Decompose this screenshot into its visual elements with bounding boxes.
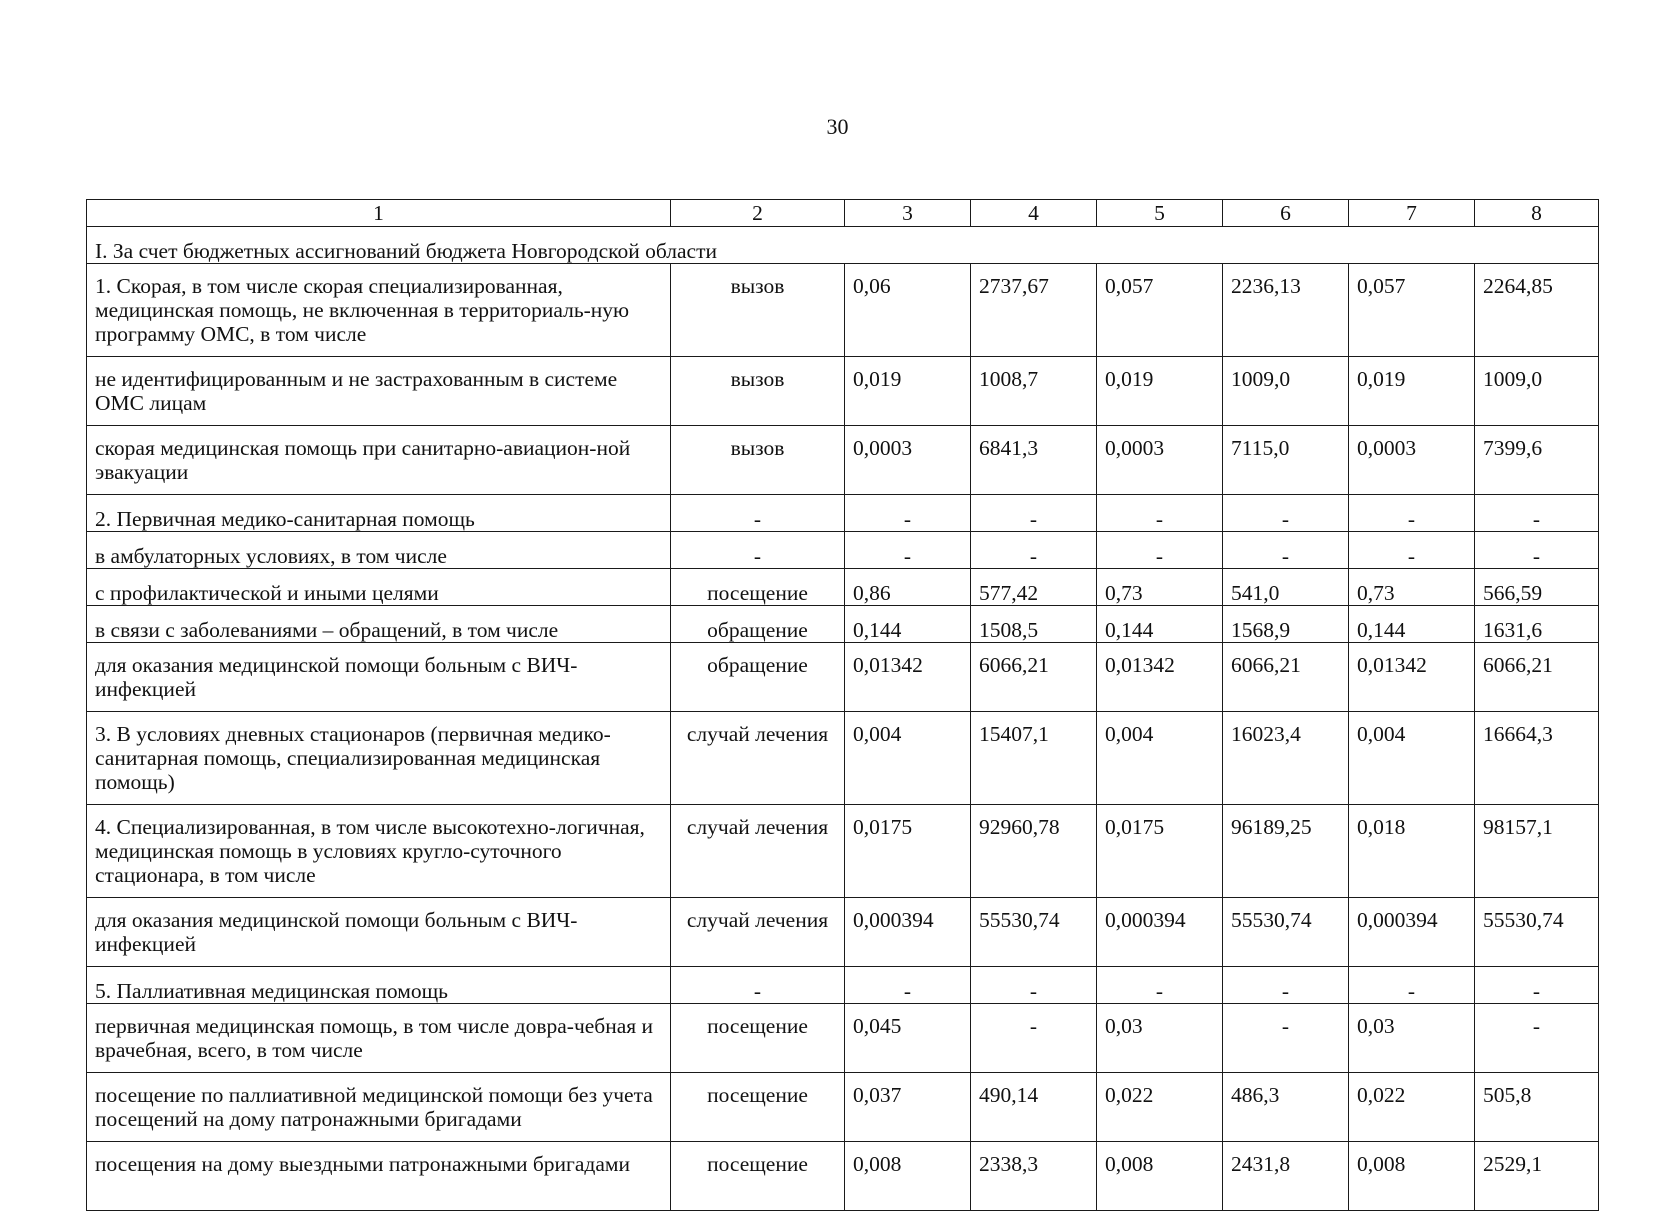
row-name: посещение по паллиативной медицинской помощи без учета посещений на дому патронажными бригадами bbox=[87, 1073, 671, 1142]
cell-col4: - bbox=[971, 495, 1097, 532]
cell-col7: 0,022 bbox=[1349, 1073, 1475, 1142]
cell-col5: 0,0175 bbox=[1097, 805, 1223, 898]
cell-col4: 1508,5 bbox=[971, 606, 1097, 643]
section-row bbox=[87, 227, 1599, 264]
column-number-row bbox=[87, 200, 1599, 227]
col-header-6: 6 bbox=[1223, 200, 1349, 227]
cell-col6: 16023,4 bbox=[1223, 712, 1349, 805]
cell-col8: - bbox=[1475, 1004, 1599, 1073]
cell-col4: 2338,3 bbox=[971, 1142, 1097, 1211]
cell-col8: 2264,85 bbox=[1475, 264, 1599, 357]
cell-col3: 0,86 bbox=[845, 569, 971, 606]
row-name: не идентифицированным и не застрахованным в системе ОМС лицам bbox=[87, 357, 671, 426]
cell-col6: 96189,25 bbox=[1223, 805, 1349, 898]
cell-col8: 7399,6 bbox=[1475, 426, 1599, 495]
col-header-3: 3 bbox=[845, 200, 971, 227]
cell-col6: 1009,0 bbox=[1223, 357, 1349, 426]
table-row bbox=[87, 1142, 1599, 1211]
table-row bbox=[87, 426, 1599, 495]
cell-col8: 505,8 bbox=[1475, 1073, 1599, 1142]
row-unit: случай лечения bbox=[671, 712, 845, 805]
cell-col6: 2431,8 bbox=[1223, 1142, 1349, 1211]
cell-col5: 0,144 bbox=[1097, 606, 1223, 643]
cell-col3: 0,037 bbox=[845, 1073, 971, 1142]
col-header-5: 5 bbox=[1097, 200, 1223, 227]
cell-col4: 577,42 bbox=[971, 569, 1097, 606]
cell-col8: - bbox=[1475, 532, 1599, 569]
row-unit: посещение bbox=[671, 1073, 845, 1142]
cell-col8: 566,59 bbox=[1475, 569, 1599, 606]
row-name: с профилактической и иными целями bbox=[87, 569, 671, 606]
cell-col4: 2737,67 bbox=[971, 264, 1097, 357]
cell-col7: 0,004 bbox=[1349, 712, 1475, 805]
cell-col3: - bbox=[845, 495, 971, 532]
table-row bbox=[87, 569, 1599, 606]
cell-col6: 486,3 bbox=[1223, 1073, 1349, 1142]
cell-col5: 0,057 bbox=[1097, 264, 1223, 357]
cell-col5: - bbox=[1097, 967, 1223, 1004]
cell-col7: 0,018 bbox=[1349, 805, 1475, 898]
row-unit: вызов bbox=[671, 426, 845, 495]
table-row bbox=[87, 495, 1599, 532]
table-row bbox=[87, 264, 1599, 357]
table-row bbox=[87, 898, 1599, 967]
cell-col8: 55530,74 bbox=[1475, 898, 1599, 967]
cell-col3: 0,01342 bbox=[845, 643, 971, 712]
row-name: 2. Первичная медико-санитарная помощь bbox=[87, 495, 671, 532]
cell-col3: 0,144 bbox=[845, 606, 971, 643]
cell-col4: 92960,78 bbox=[971, 805, 1097, 898]
cell-col7: - bbox=[1349, 967, 1475, 1004]
cell-col4: 1008,7 bbox=[971, 357, 1097, 426]
row-unit: - bbox=[671, 967, 845, 1004]
cell-col6: 55530,74 bbox=[1223, 898, 1349, 967]
cell-col7: 0,057 bbox=[1349, 264, 1475, 357]
table-row bbox=[87, 357, 1599, 426]
row-name: в связи с заболеваниями – обращений, в том числе bbox=[87, 606, 671, 643]
cell-col8: - bbox=[1475, 495, 1599, 532]
row-name: 5. Паллиативная медицинская помощь bbox=[87, 967, 671, 1004]
table-row bbox=[87, 967, 1599, 1004]
row-unit: посещение bbox=[671, 569, 845, 606]
cell-col4: - bbox=[971, 967, 1097, 1004]
cell-col4: 6841,3 bbox=[971, 426, 1097, 495]
cell-col8: 16664,3 bbox=[1475, 712, 1599, 805]
cell-col5: 0,019 bbox=[1097, 357, 1223, 426]
cell-col7: - bbox=[1349, 532, 1475, 569]
col-header-7: 7 bbox=[1349, 200, 1475, 227]
cell-col3: 0,06 bbox=[845, 264, 971, 357]
col-header-8: 8 bbox=[1475, 200, 1599, 227]
cell-col5: - bbox=[1097, 495, 1223, 532]
cell-col3: - bbox=[845, 967, 971, 1004]
cell-col7: 0,000394 bbox=[1349, 898, 1475, 967]
cell-col6: 541,0 bbox=[1223, 569, 1349, 606]
cell-col8: 98157,1 bbox=[1475, 805, 1599, 898]
cell-col7: 0,019 bbox=[1349, 357, 1475, 426]
cell-col6: - bbox=[1223, 495, 1349, 532]
row-unit: - bbox=[671, 532, 845, 569]
cell-col3: 0,0175 bbox=[845, 805, 971, 898]
row-name: скорая медицинская помощь при санитарно-авиацион-ной эвакуации bbox=[87, 426, 671, 495]
cell-col8: - bbox=[1475, 967, 1599, 1004]
cell-col5: 0,0003 bbox=[1097, 426, 1223, 495]
cell-col7: 0,03 bbox=[1349, 1004, 1475, 1073]
cell-col6: - bbox=[1223, 532, 1349, 569]
cell-col6: 2236,13 bbox=[1223, 264, 1349, 357]
cell-col7: 0,144 bbox=[1349, 606, 1475, 643]
row-unit: - bbox=[671, 495, 845, 532]
row-name: в амбулаторных условиях, в том числе bbox=[87, 532, 671, 569]
cell-col6: - bbox=[1223, 1004, 1349, 1073]
cell-col7: 0,73 bbox=[1349, 569, 1475, 606]
cell-col3: 0,0003 bbox=[845, 426, 971, 495]
cell-col3: 0,019 bbox=[845, 357, 971, 426]
col-header-1: 1 bbox=[87, 200, 671, 227]
cell-col5: 0,73 bbox=[1097, 569, 1223, 606]
cell-col6: - bbox=[1223, 967, 1349, 1004]
table-row bbox=[87, 532, 1599, 569]
cell-col5: 0,022 bbox=[1097, 1073, 1223, 1142]
row-unit: обращение bbox=[671, 643, 845, 712]
cell-col5: 0,03 bbox=[1097, 1004, 1223, 1073]
cell-col4: 55530,74 bbox=[971, 898, 1097, 967]
cell-col4: 490,14 bbox=[971, 1073, 1097, 1142]
cell-col3: 0,045 bbox=[845, 1004, 971, 1073]
table-row bbox=[87, 606, 1599, 643]
cell-col7: 0,01342 bbox=[1349, 643, 1475, 712]
table-row bbox=[87, 1073, 1599, 1142]
cell-col7: 0,0003 bbox=[1349, 426, 1475, 495]
volume-cost-table bbox=[86, 199, 1599, 1211]
cell-col4: 15407,1 bbox=[971, 712, 1097, 805]
cell-col5: 0,01342 bbox=[1097, 643, 1223, 712]
section-title: I. За счет бюджетных ассигнований бюджета Новгородской области bbox=[87, 227, 1599, 264]
cell-col8: 2529,1 bbox=[1475, 1142, 1599, 1211]
table-row bbox=[87, 643, 1599, 712]
row-unit: случай лечения bbox=[671, 805, 845, 898]
col-header-2: 2 bbox=[671, 200, 845, 227]
row-name: 4. Специализированная, в том числе высокотехно-логичная, медицинская помощь в условиях кругло-суточного стационара, в том числе bbox=[87, 805, 671, 898]
row-name: для оказания медицинской помощи больным с ВИЧ-инфекцией bbox=[87, 643, 671, 712]
cell-col6: 1568,9 bbox=[1223, 606, 1349, 643]
row-name: первичная медицинская помощь, в том числе довра-чебная и врачебная, всего, в том числе bbox=[87, 1004, 671, 1073]
row-name: для оказания медицинской помощи больным с ВИЧ-инфекцией bbox=[87, 898, 671, 967]
row-unit: вызов bbox=[671, 357, 845, 426]
row-unit: обращение bbox=[671, 606, 845, 643]
cell-col3: 0,004 bbox=[845, 712, 971, 805]
cell-col6: 6066,21 bbox=[1223, 643, 1349, 712]
table-row bbox=[87, 805, 1599, 898]
cell-col5: 0,000394 bbox=[1097, 898, 1223, 967]
col-header-4: 4 bbox=[971, 200, 1097, 227]
cell-col8: 6066,21 bbox=[1475, 643, 1599, 712]
cell-col3: - bbox=[845, 532, 971, 569]
cell-col7: - bbox=[1349, 495, 1475, 532]
row-name: посещения на дому выездными патронажными бригадами bbox=[87, 1142, 671, 1211]
row-name: 1. Скорая, в том числе скорая специализированная, медицинская помощь, не включенная в территориаль-ную программу ОМС, в том числе bbox=[87, 264, 671, 357]
cell-col3: 0,008 bbox=[845, 1142, 971, 1211]
cell-col3: 0,000394 bbox=[845, 898, 971, 967]
cell-col4: - bbox=[971, 1004, 1097, 1073]
row-unit: посещение bbox=[671, 1004, 845, 1073]
table-row bbox=[87, 1004, 1599, 1073]
cell-col8: 1631,6 bbox=[1475, 606, 1599, 643]
row-unit: вызов bbox=[671, 264, 845, 357]
row-unit: случай лечения bbox=[671, 898, 845, 967]
row-unit: посещение bbox=[671, 1142, 845, 1211]
row-name: 3. В условиях дневных стационаров (первичная медико-санитарная помощь, специализированная медицинская помощь) bbox=[87, 712, 671, 805]
page-number: 30 bbox=[826, 114, 849, 139]
cell-col4: - bbox=[971, 532, 1097, 569]
cell-col4: 6066,21 bbox=[971, 643, 1097, 712]
table-row bbox=[87, 712, 1599, 805]
cell-col5: 0,008 bbox=[1097, 1142, 1223, 1211]
cell-col5: 0,004 bbox=[1097, 712, 1223, 805]
cell-col7: 0,008 bbox=[1349, 1142, 1475, 1211]
cell-col5: - bbox=[1097, 532, 1223, 569]
cell-col6: 7115,0 bbox=[1223, 426, 1349, 495]
cell-col8: 1009,0 bbox=[1475, 357, 1599, 426]
